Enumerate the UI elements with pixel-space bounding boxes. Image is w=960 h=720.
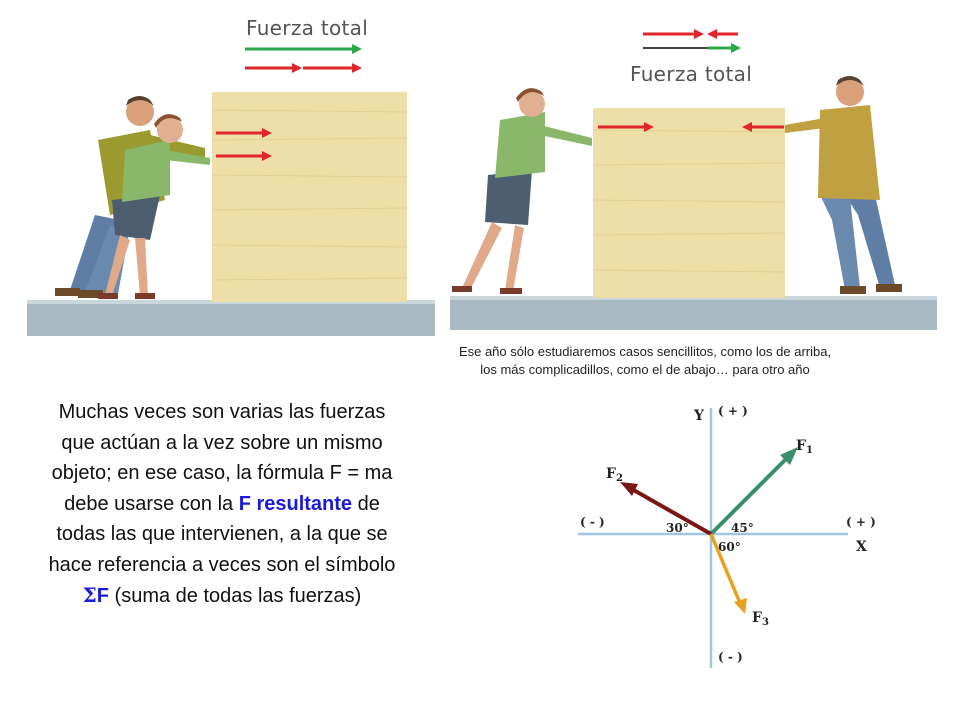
woman-figure-right — [452, 88, 592, 294]
y-neg-sign: ( - ) — [718, 650, 743, 664]
f3-label: $F_3$ — [752, 610, 769, 628]
f1-label: $F_1$ — [796, 438, 813, 456]
main-paragraph — [42, 397, 402, 612]
scene-left-illustration — [0, 0, 440, 340]
box-left — [212, 92, 407, 302]
main-text-part-2: de todas las que intervienen, a la que se hace referencia a veces son el símbolo — [48, 492, 396, 576]
angle-f3-label: 60° — [718, 540, 741, 554]
scene-same-direction — [0, 0, 440, 340]
y-pos-sign: ( + ) — [718, 404, 748, 418]
legend-total-arrow-dark — [643, 43, 741, 53]
legend-label-left: Fuerza total — [246, 16, 369, 40]
main-text-highlight: F resultante — [238, 492, 353, 515]
scene-opposite-direction — [440, 0, 960, 340]
angle-f1-label: 45° — [731, 521, 754, 535]
x-pos-sign: ( + ) — [846, 515, 876, 529]
caption-line-2: los más complicadillos, como el de abajo… para otro año — [480, 362, 810, 377]
force-vector-diagram — [548, 398, 878, 678]
floor-left — [27, 300, 435, 336]
man-figure-right — [785, 76, 902, 294]
caption-line-1: Ese año sólo estudiaremos casos sencillitos, como los de arriba, — [458, 344, 832, 359]
sigma-symbol: Σ — [82, 583, 97, 607]
x-axis-label: X — [856, 539, 867, 555]
legend-label-right: Fuerza total — [630, 62, 753, 86]
sigma-f: F — [96, 585, 109, 607]
box-right — [593, 108, 785, 298]
caption — [400, 343, 890, 379]
floor-right — [450, 296, 937, 330]
y-axis-label: Y — [694, 408, 704, 424]
f2-label: $F_2$ — [606, 466, 623, 484]
angle-f2-label: 30° — [666, 521, 689, 535]
scene-right-illustration — [440, 0, 960, 340]
main-text-part-1: Muchas veces son varias las fuerzas que actúan a la vez sobre un mismo objeto; en ese caso, la fórmula F = ma debe usarse con la — [51, 401, 393, 515]
legend-component-arrows-red — [245, 63, 362, 73]
x-neg-sign: ( - ) — [580, 515, 605, 529]
legend-opposing-arrows-red — [643, 29, 738, 39]
legend-total-arrow-green — [245, 44, 362, 54]
main-text-part-3: (suma de todas las fuerzas) — [109, 585, 362, 607]
